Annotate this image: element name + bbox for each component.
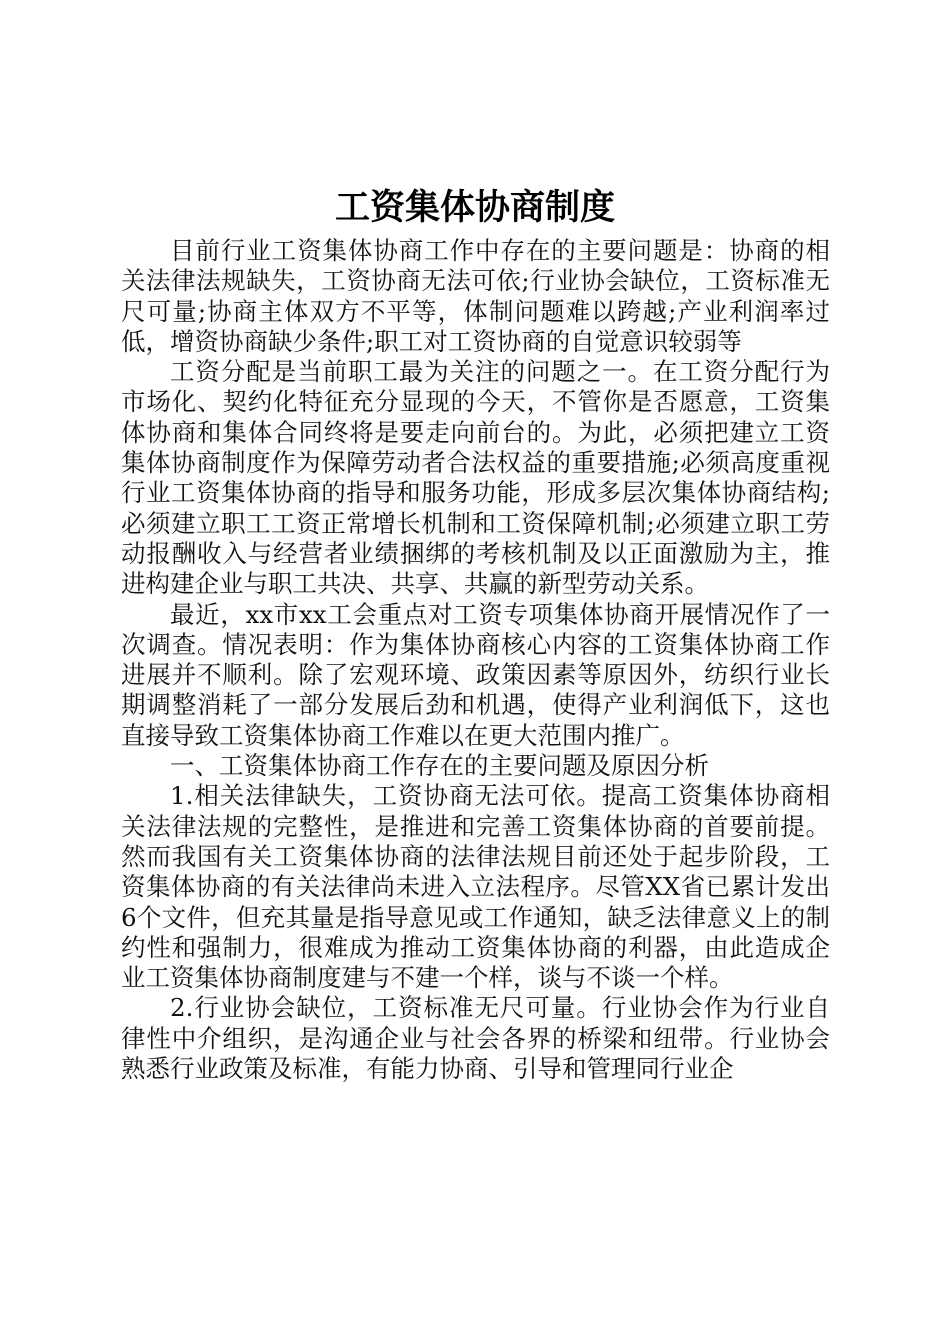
- document-title: 工资集体协商制度: [334, 187, 615, 228]
- paragraph-survey: 最近，xx市xx工会重点对工资专项集体协商开展情况作了一次调查。情况表明：作为集体协商核心内容的工资集体协商工作进展并不顺利。除了宏观环境、政策因素等原因外，纺织行业长期调整消耗了一部分发展后劲和机遇，使得产业利润低下，这也直接导致工资集体协商工作难以在更大范围内推广。: [121, 599, 830, 750]
- paragraph-wage-distribution: 工资分配是当前职工最为关注的问题之一。在工资分配行为市场化、契约化特征充分显现的今天，不管你是否愿意，工资集体协商和集体合同终将是要走向前台的。为此，必须把建立工资集体协商制度作为保障劳动者合法权益的重要措施;必须高度重视行业工资集体协商的指导和服务功能，形成多层次集体协商结构;必须建立职工工资正常增长机制和工资保障机制;必须建立职工劳动报酬收入与经营者业绩捆绑的考核机制及以正面激励为主，推进构建企业与职工共决、共享、共赢的新型劳动关系。: [121, 357, 830, 599]
- paragraph-item-1: 1.相关法律缺失，工资协商无法可依。提高工资集体协商相关法律法规的完整性，是推进和完善工资集体协商的首要前提。然而我国有关工资集体协商的法律法规目前还处于起步阶段，工资集体协商的有关法律尚未进入立法程序。尽管XX省已累计发出6个文件，但充其量是指导意见或工作通知，缺乏法律意义上的制约性和强制力，很难成为推动工资集体协商的利器，由此造成企业工资集体协商制度建与不建一个样，谈与不谈一个样。: [121, 781, 830, 993]
- section-heading: 一、工资集体协商工作存在的主要问题及原因分析: [170, 751, 709, 781]
- document-body: [121, 236, 830, 1084]
- paragraph-intro: 目前行业工资集体协商工作中存在的主要问题是：协商的相关法律法规缺失，工资协商无法可依;行业协会缺位，工资标准无尺可量;协商主体双方不平等，体制问题难以跨越;产业利润率过低，增资协商缺少条件;职工对工资协商的自觉意识较弱等: [121, 236, 830, 356]
- paragraph-item-2: 2.行业协会缺位，工资标准无尺可量。行业协会作为行业自律性中介组织，是沟通企业与社会各界的桥梁和纽带。行业协会熟悉行业政策及标准，有能力协商、引导和管理同行业企: [121, 993, 830, 1084]
